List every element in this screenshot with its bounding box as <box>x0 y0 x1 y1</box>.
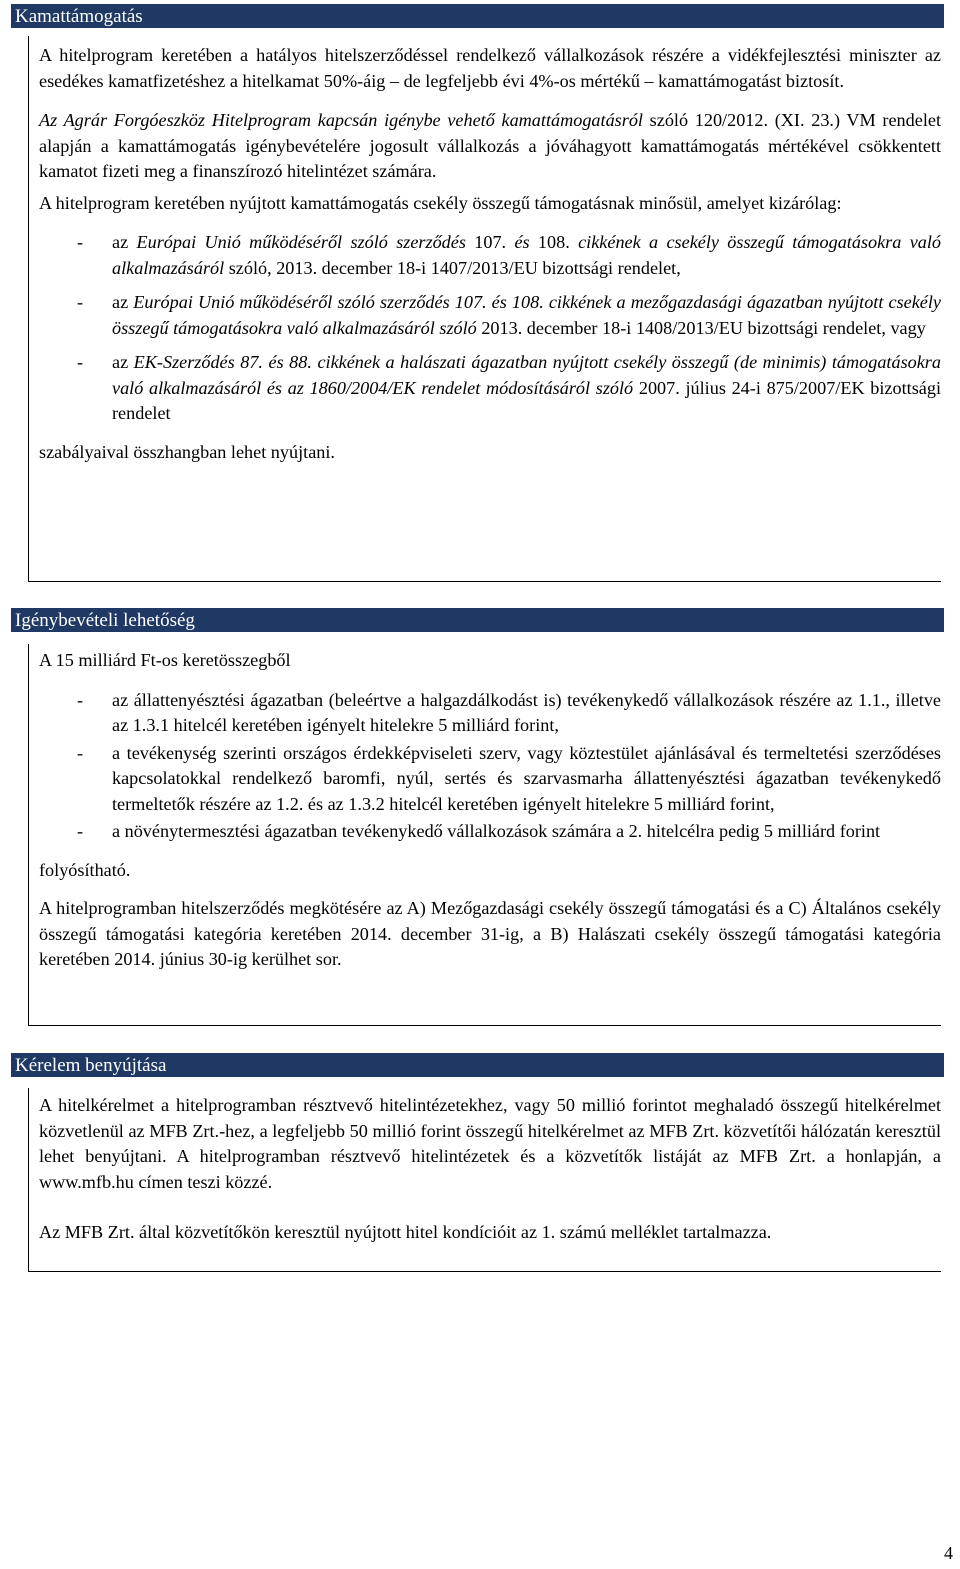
section-body-kamattamogatas <box>28 36 941 582</box>
paragraph: szabályaival összhangban lehet nyújtani. <box>39 441 335 462</box>
list-item: - az EK-Szerződés 87. és 88. cikkének a halászati ágazatban nyújtott csekély összegű (de minimis) támogatásokra való alkalmazásáról és az 1860/2004/EK rendelet módosításáról szóló 2007. július 24-i 875/2007/EK bizottsági rendelet <box>77 352 941 423</box>
allocation-list <box>39 688 941 845</box>
paragraph: Az Agrár Forgóeszköz Hitelprogram kapcsán igénybe vehető kamattámogatásról szóló 120/2012. (XI. 23.) VM rendelet alapján a kamattámogatás igénybevételére jogosult vállalkozás a jóváhagyott kamattámogatás mértékével csökkentett kamatot fizeti meg a finanszírozó hitelintézet számára. <box>39 110 942 181</box>
section-heading-kerelem-benyujtasa: Kérelem benyújtása <box>11 1053 944 1077</box>
paragraph: A hitelprogram keretében nyújtott kamattámogatás csekély összegű támogatásnak minősül, amelyet kizárólag: <box>39 192 842 213</box>
paragraph: A hitelprogram keretében a hatályos hitelszerződéssel rendelkező vállalkozások részére a vidékfejlesztési miniszter az esedékes kamatfizetéshez a hitelkamat 50%-áig – de legfeljebb évi 4%-os mértékű – kamattámogatást biztosít. <box>39 45 941 91</box>
list-item: - az Európai Unió működéséről szóló szerződés 107. és 108. cikkének a mezőgazdasági ágazatban nyújtott csekély összegű támogatásokra való alkalmazásáról szóló 2013. december 18-i 1408/2013/EU bizottsági rendelet, vagy <box>77 292 941 338</box>
paragraph: folyósítható. <box>39 859 131 880</box>
list-item: - az állattenyésztési ágazatban (beleértve a halgazdálkodást is) tevékenykedő vállalkozások részére az 1.1., illetve az 1.3.1 hitelcél keretében igényelt hitelekre 5 milliárd forint, <box>77 689 941 735</box>
list-item: - az Európai Unió működéséről szóló szerződés 107. és 108. cikkének a csekély összegű támogatásokra való alkalmazásáról szóló, 2013. december 18-i 1407/2013/EU bizottsági rendelet, <box>77 232 942 278</box>
section-body-igenybeveteli-lehetoseg <box>28 644 941 1026</box>
paragraph: A hitelprogramban hitelszerződés megkötésére az A) Mezőgazdasági csekély összegű támogatási és a C) Általános csekély összegű támogatási kategória keretében 2014. december 31-ig, a B) Halászati csekély összegű támogatási kategória keretében 2014. június 30-ig kerülhet sor. <box>39 898 941 969</box>
list-item: - a tevékenység szerinti országos érdekképviseleti szerv, vagy köztestület ajánlásával és termeltetési szerződéses kapcsolatokkal rendelkező baromfi, nyúl, sertés és szarvasmarha állattenyésztési ágazatban tevékenykedő termeltetők részére az 1.2. és az 1.3.2 hitelcél keretében igényelt hitelekre 5 milliárd forint, <box>77 742 941 814</box>
section-heading-igenybeveteli-lehetoseg: Igénybevételi lehetőség <box>11 608 944 632</box>
list-item: - a növénytermesztési ágazatban tevékenykedő vállalkozások számára a 2. hitelcélra pedig 5 milliárd forint <box>77 821 881 841</box>
paragraph: Az MFB Zrt. által közvetítőkön keresztül nyújtott hitel kondícióit az 1. számú melléklet tartalmazza. <box>39 1222 772 1242</box>
regulation-list <box>39 230 941 427</box>
paragraph: A 15 milliárd Ft-os keretösszegből <box>39 650 291 670</box>
paragraph: A hitelkérelmet a hitelprogramban résztvevő hitelintézetekhez, vagy 50 millió forintot meghaladó összegű hitelkérelmet közvetlenül az MFB Zrt.-hez, a legfeljebb 50 millió forint összegű hitelkérelmet az MFB Zrt. közvetítői hálózatán keresztül lehet benyújtani. A hitelprogramban résztvevő hitelintézetek és a közvetítők listáját az MFB Zrt. a honlapján, a www.mfb.hu címen teszi közzé. <box>39 1095 941 1192</box>
page-number: 4 <box>944 1543 953 1563</box>
section-heading-kamattamogatas: Kamattámogatás <box>11 4 944 28</box>
section-body-kerelem-benyujtasa <box>28 1088 941 1272</box>
